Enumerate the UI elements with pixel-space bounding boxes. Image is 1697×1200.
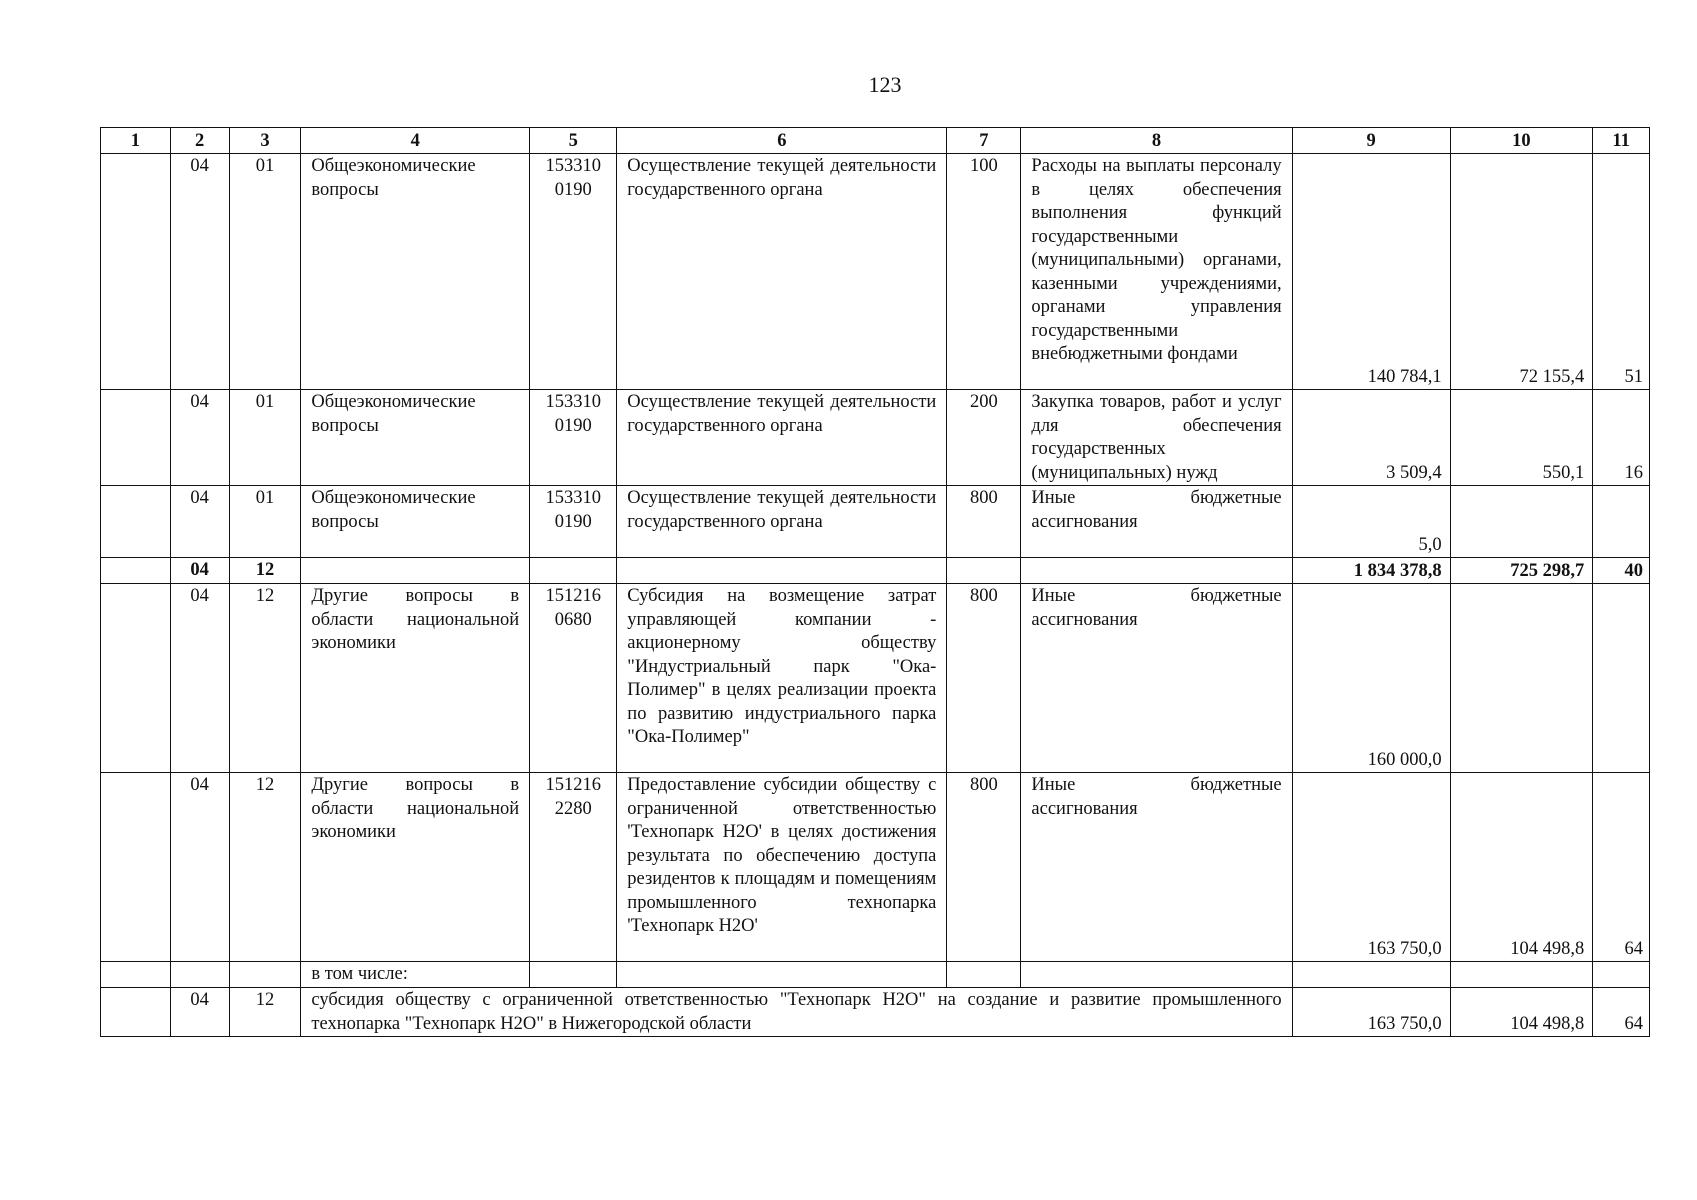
- table-row: [101, 584, 1650, 773]
- cell-target-code: [530, 773, 617, 962]
- including-row: [101, 962, 1650, 988]
- table-row: [101, 154, 1650, 390]
- cell-subsection: 01: [229, 154, 301, 390]
- target-code-part2: 2280: [554, 798, 592, 819]
- cell-section: 04: [170, 584, 229, 773]
- cell-col1: [101, 558, 171, 584]
- cell-percent: [1593, 584, 1650, 773]
- cell-col1: [101, 584, 171, 773]
- cell-col1: [101, 962, 171, 988]
- target-code-part2: 0680: [554, 609, 592, 630]
- cell-col1: [101, 154, 171, 390]
- cell-amount-plan: 1 834 378,8: [1292, 558, 1450, 584]
- cell-col1: [101, 390, 171, 486]
- cell-target-name: Предоставление субсидии обществу с ограниченной ответственностью 'Технопарк H2O' в целях достижения результата по обеспечению доступа резидентов к площадям и помещениям промышленного технопарка 'Технопарк H2O': [617, 773, 947, 962]
- target-code-part1: 153310: [545, 488, 601, 508]
- budget-table: [100, 127, 1650, 1037]
- cell-subsection: 12: [229, 558, 301, 584]
- cell-expense-name: Иные бюджетные ассигнования: [1021, 584, 1292, 773]
- cell-section: 04: [170, 773, 229, 962]
- cell-subsection: 01: [229, 390, 301, 486]
- header-cell: 4: [301, 128, 530, 154]
- cell-expense-type: [947, 558, 1021, 584]
- target-code-part2: 0190: [554, 415, 592, 436]
- including-label: в том числе:: [301, 962, 530, 988]
- header-cell: 5: [530, 128, 617, 154]
- cell-section-name: Общеэкономические вопросы: [301, 154, 530, 390]
- cell-section: [170, 962, 229, 988]
- cell-section-name: [301, 558, 530, 584]
- target-code-part1: 153310: [545, 156, 601, 176]
- cell-amount-plan: 163 750,0: [1292, 773, 1450, 962]
- header-cell: 3: [229, 128, 301, 154]
- table-row: [101, 390, 1650, 486]
- header-cell: 2: [170, 128, 229, 154]
- cell-section: 04: [170, 558, 229, 584]
- header-cell: 6: [617, 128, 947, 154]
- cell-merged-description: субсидия обществу с ограниченной ответственностью "Технопарк H2O" на создание и развитие промышленного технопарка "Технопарк H2O" в Нижегородской области: [301, 988, 1292, 1037]
- header-cell: 7: [947, 128, 1021, 154]
- cell-percent: 40: [1593, 558, 1650, 584]
- cell-expense-type: 800: [947, 486, 1021, 558]
- cell-percent: 64: [1593, 773, 1650, 962]
- cell-target-code: [530, 558, 617, 584]
- cell-percent: 16: [1593, 390, 1650, 486]
- cell-expense-type: 200: [947, 390, 1021, 486]
- cell-section-name: Другие вопросы в области национальной экономики: [301, 584, 530, 773]
- cell-expense-type: 800: [947, 584, 1021, 773]
- cell-section: 04: [170, 154, 229, 390]
- cell-target-name: Субсидия на возмещение затрат управляющей компании - акционерному обществу "Индустриальный парк "Ока-Полимер" в целях реализации проекта по развитию индустриального парка "Ока-Полимер": [617, 584, 947, 773]
- target-code-part1: 153310: [545, 392, 601, 412]
- cell-amount-plan: 140 784,1: [1292, 154, 1450, 390]
- cell-percent: 64: [1593, 988, 1650, 1037]
- cell-section-name: Общеэкономические вопросы: [301, 486, 530, 558]
- cell-amount-actual: 725 298,7: [1450, 558, 1593, 584]
- cell-percent: 51: [1593, 154, 1650, 390]
- table-row: [101, 988, 1650, 1037]
- cell-target-code: [530, 486, 617, 558]
- cell-amount-actual: [1450, 962, 1593, 988]
- cell-subsection: [229, 962, 301, 988]
- cell-amount-plan: 5,0: [1292, 486, 1450, 558]
- page-number: 123: [868, 72, 902, 97]
- cell-target-name: Осуществление текущей деятельности государственного органа: [617, 390, 947, 486]
- target-code-part2: 0190: [554, 179, 592, 200]
- cell-expense-name: [1021, 558, 1292, 584]
- cell-amount-actual: 550,1: [1450, 390, 1593, 486]
- cell-section-name: Другие вопросы в области национальной экономики: [301, 773, 530, 962]
- cell-expense-name: Расходы на выплаты персоналу в целях обеспечения выполнения функций государственными (муниципальными) органами, казенными учреждениями, органами управления государственными внебюджетными фондами: [1021, 154, 1292, 390]
- header-row: [101, 128, 1650, 154]
- subtotal-row: [101, 558, 1650, 584]
- header-cell: 11: [1593, 128, 1650, 154]
- cell-section-name: Общеэкономические вопросы: [301, 390, 530, 486]
- cell-expense-name: Иные бюджетные ассигнования: [1021, 773, 1292, 962]
- cell-expense-type: 800: [947, 773, 1021, 962]
- cell-amount-actual: [1450, 584, 1593, 773]
- header-cell: 1: [101, 128, 171, 154]
- cell-amount-plan: [1292, 962, 1450, 988]
- cell-subsection: 12: [229, 773, 301, 962]
- cell-amount-actual: 104 498,8: [1450, 988, 1593, 1037]
- cell-percent: [1593, 486, 1650, 558]
- cell-target-name: [617, 558, 947, 584]
- cell-subsection: 01: [229, 486, 301, 558]
- cell-section: 04: [170, 390, 229, 486]
- cell-expense-name: Иные бюджетные ассигнования: [1021, 486, 1292, 558]
- cell-amount-actual: 72 155,4: [1450, 154, 1593, 390]
- cell-subsection: 12: [229, 988, 301, 1037]
- cell-col1: [101, 773, 171, 962]
- cell-amount-actual: 104 498,8: [1450, 773, 1593, 962]
- cell-percent: [1593, 962, 1650, 988]
- header-cell: 10: [1450, 128, 1593, 154]
- header-cell: 9: [1292, 128, 1450, 154]
- target-code-part1: 151216: [545, 775, 601, 795]
- cell-amount-plan: 160 000,0: [1292, 584, 1450, 773]
- cell-target-name: Осуществление текущей деятельности государственного органа: [617, 154, 947, 390]
- target-code-part2: 0190: [554, 511, 592, 532]
- cell-target-code: [530, 584, 617, 773]
- cell-section: 04: [170, 486, 229, 558]
- cell-col1: [101, 486, 171, 558]
- table-row: [101, 773, 1650, 962]
- cell-amount-plan: 163 750,0: [1292, 988, 1450, 1037]
- cell-section: 04: [170, 988, 229, 1037]
- cell-expense-type: 100: [947, 154, 1021, 390]
- cell-amount-actual: [1450, 486, 1593, 558]
- header-cell: 8: [1021, 128, 1292, 154]
- cell-amount-plan: 3 509,4: [1292, 390, 1450, 486]
- cell-target-name: Осуществление текущей деятельности государственного органа: [617, 486, 947, 558]
- cell-expense-name: [1021, 962, 1292, 988]
- cell-expense-name: Закупка товаров, работ и услуг для обеспечения государственных (муниципальных) нужд: [1021, 390, 1292, 486]
- cell-target-name: [617, 962, 947, 988]
- cell-target-code: [530, 154, 617, 390]
- cell-target-code: [530, 390, 617, 486]
- cell-expense-type: [947, 962, 1021, 988]
- cell-subsection: 12: [229, 584, 301, 773]
- table-row: [101, 486, 1650, 558]
- cell-col1: [101, 988, 171, 1037]
- target-code-part1: 151216: [545, 586, 601, 606]
- cell-target-code: [530, 962, 617, 988]
